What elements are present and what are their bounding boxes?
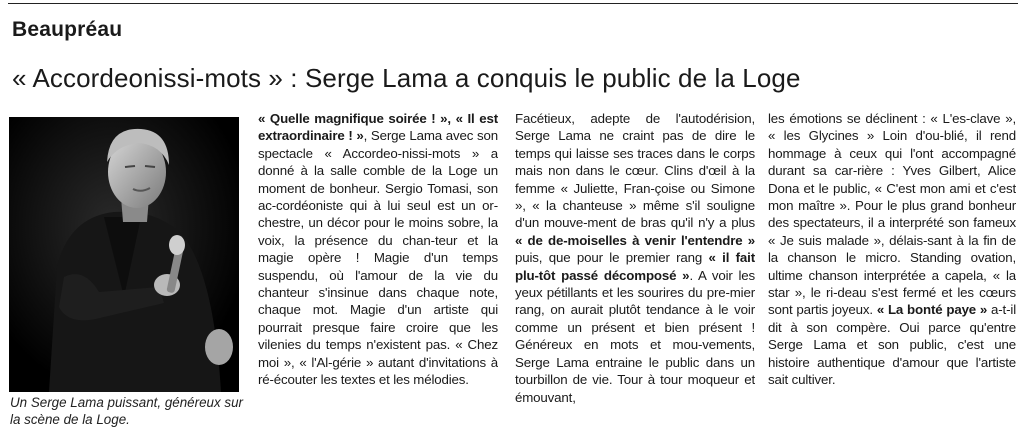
quote-bold: « il fait plu-tôt passé décomposé »	[515, 250, 755, 283]
paragraph-text: a-t-il dit à son compère. Oui parce qu'entre Serge Lama et son public, c'est une histoire authentique d'amour que l'artiste sait cultiver.	[768, 302, 1016, 388]
headline: « Accordeonissi-mots » : Serge Lama a conquis le public de la Loge	[12, 63, 801, 93]
article-column-3	[768, 110, 1016, 440]
article-column-1	[258, 110, 498, 440]
section-title: Beaupréau	[12, 18, 123, 41]
article-photo	[9, 117, 239, 392]
paragraph-text: puis, que pour le premier rang	[515, 250, 709, 266]
quote-bold: « Quelle magnifique soirée ! », « Il est extraordinaire ! »	[258, 111, 498, 144]
column-1-text	[258, 110, 498, 389]
top-rule	[8, 3, 1018, 4]
quote-bold: « La bonté paye »	[876, 302, 988, 318]
photo-caption: Un Serge Lama puissant, généreux sur la scène de la Loge.	[10, 395, 243, 427]
paragraph-text: Facétieux, adepte de l'autodérision, Serge Lama ne craint pas de dire le temps qui laisse ses traces dans le corps mais non dans le cœur. Clins d'œil à la femme « Juliette, Fran-çoise ou Simone », « la chanteuse » même s'il souligne d'un mouve-ment de bras qu'il n'y a plus	[515, 111, 755, 231]
quote-bold: « de de-moiselles à venir l'entendre »	[515, 232, 755, 248]
article-column-2	[515, 110, 755, 440]
paragraph-text: , Serge Lama avec son spectacle « Accordeo-nissi-mots » a donné à la salle comble de la Loge un moment de bonheur. Sergio Tomasi, son ac-cordéoniste qui à lui seul est un or-chestre, un décor pour le moins sobre, la voix, la présence du chan-teur et la magie opère ! Magie d'un temps suspendu, où l'amour de la vie du chanteur s'insinue dans chaque note, chaque mot. Magie d'un artiste qui pourrait presque faire croire que les vilenies du temps n'existent pas. « Chez moi », « l'Al-gérie » autant d'invitations à ré-écouter les textes et les mélodies.	[258, 128, 498, 388]
column-2-text	[515, 110, 755, 406]
paragraph-text: les émotions se déclinent : « L'es-clave », « les Glycines » Loin d'ou-blié, il rend hommage à ceux qui l'ont accompagné durant sa car-rière : Yves Gilbert, Alice Dona et le public, « C'est mon ami et c'est mon maître ». Pour le plus grand bonheur des spectateurs, il a interprété son fameux « Je suis malade », délais-sant à la fin de la chanson le micro. Standing ovation, ultime chanson interprétée a capela, « la star », le ri-deau s'est fermé et les cœurs sont partis joyeux.	[768, 111, 1016, 318]
column-3-text	[768, 110, 1016, 389]
singer-photo-illustration	[9, 117, 239, 392]
paragraph-text: . A voir les yeux pétillants et les sourires du pre-mier rang, on aurait plutôt tendance à le voir comme un présent et bien présent ! Généreux en mots et mou-vements, Serge Lama entraine le public dans un tourbillon de vie. Tour à tour moqueur et émouvant,	[515, 267, 755, 405]
